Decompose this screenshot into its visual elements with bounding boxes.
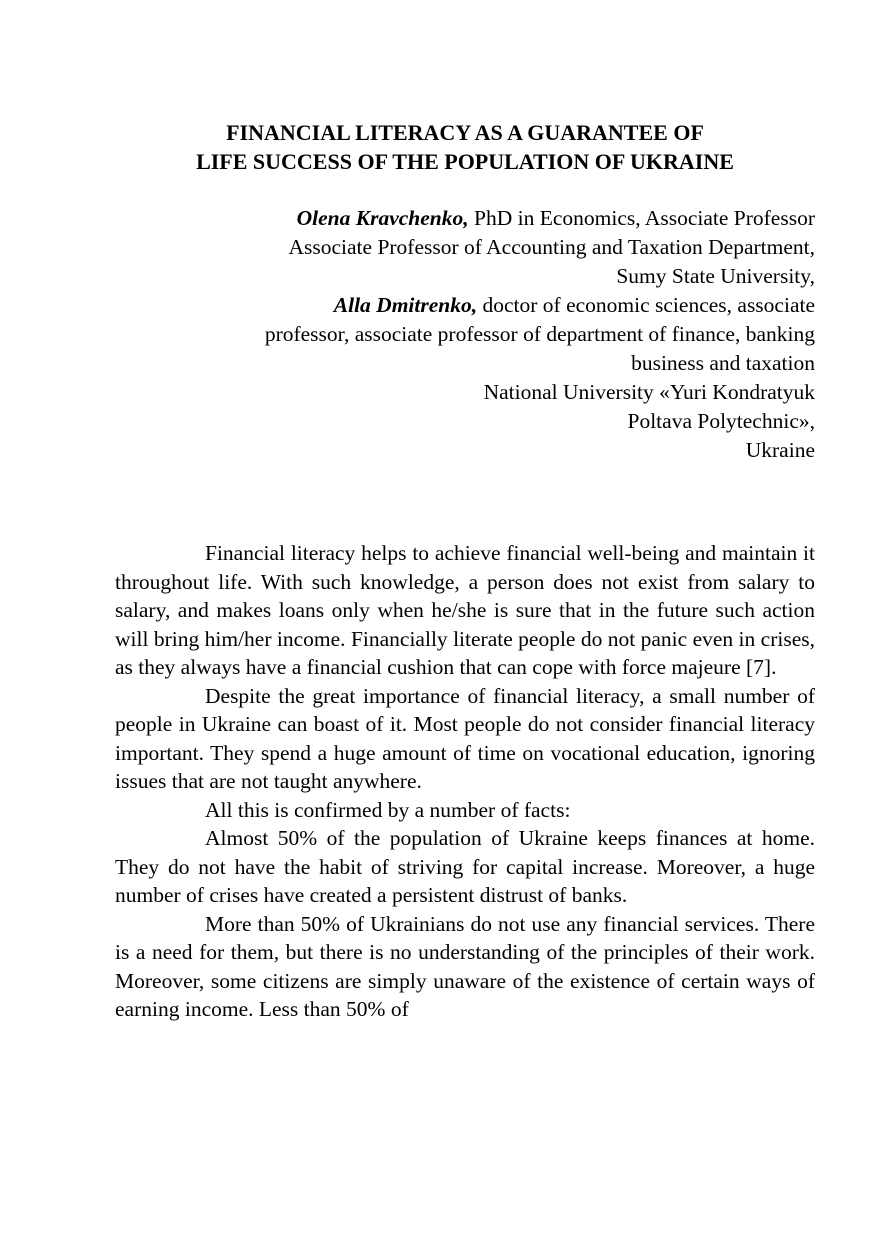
paragraph-2: Despite the great importance of financial literacy, a small number of people in Ukraine can boast of it. Most people do not consider financial literacy important. They spend a huge amount of time on vocational education, ignoring issues that are not taught anywhere. [115,683,815,793]
author-line-5: professor, associate professor of department of finance, banking [264,322,815,346]
author-line-9: Ukraine [745,438,815,462]
author-name-dmitrenko: Alla Dmitrenko, [333,293,478,317]
author-line-3: Sumy State University, [616,264,815,288]
paragraph-3: All this is confirmed by a number of facts: [205,797,571,822]
author-line-7: National University «Yuri Kondratyuk [483,380,815,404]
paper-title-line-1: FINANCIAL LITERACY AS A GUARANTEE OF [226,120,704,145]
paper-title-line-2: LIFE SUCCESS OF THE POPULATION OF UKRAINE [196,149,734,174]
paragraph-5: More than 50% of Ukrainians do not use any financial services. There is a need for them, but there is no understanding of the principles of their work. Moreover, some citizens are simply unaware of the existence of certain ways of earning income. Less than 50% of [115,911,815,1021]
paragraph-1: Financial literacy helps to achieve financial well-being and maintain it throughout life. With such knowledge, a person does not exist from salary to salary, and makes loans only when he/she is sure that in the future such action will bring him/her income. Financially literate people do not panic even in crises, as they always have a financial cushion that can cope with force majeure [7]. [115,541,815,679]
author-block [115,204,815,465]
paragraph-4: Almost 50% of the population of Ukraine keeps finances at home. They do not have the habit of striving for capital increase. Moreover, a huge number of crises have created a persistent distrust of banks. [115,826,815,907]
author-line-6: business and taxation [631,351,815,375]
author-line-4 [115,291,815,320]
author-credentials-2: doctor of economic sciences, associate [477,293,815,317]
paper-title [115,118,815,176]
text-column [115,118,815,1024]
author-name-kravchenko: Olena Kravchenko, [296,206,469,230]
author-line-8: Poltava Polytechnic», [627,409,815,433]
author-line-2: Associate Professor of Accounting and Taxation Department, [288,235,815,259]
author-credentials-1: PhD in Economics, Associate Professor [468,206,815,230]
author-line-1 [115,204,815,233]
article-body [115,539,815,1024]
